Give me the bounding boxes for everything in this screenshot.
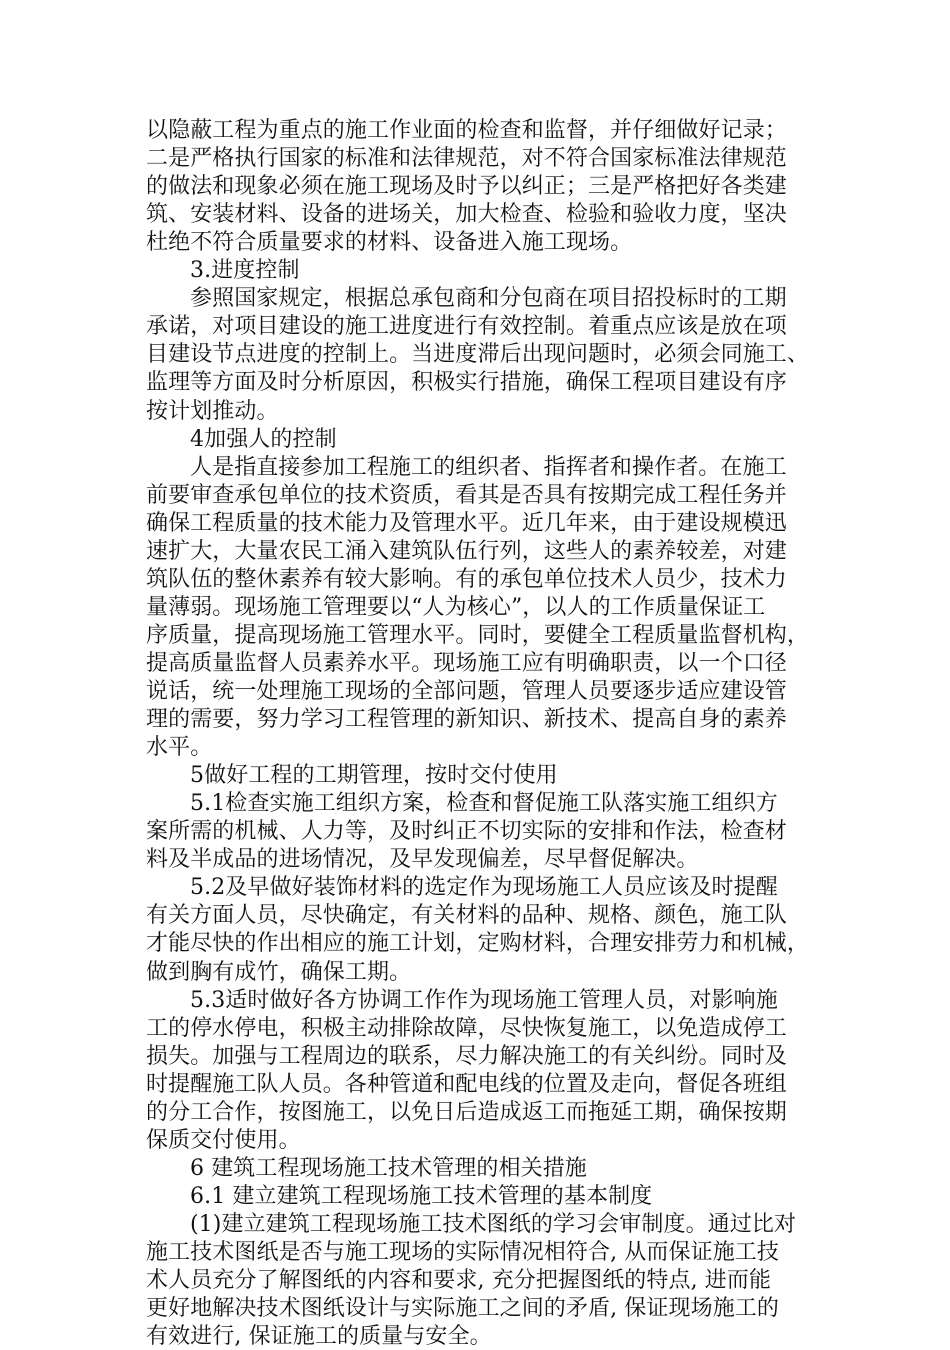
text-line: 的分工合作，按图施工，以免日后造成返工而拖延工期，确保按期 <box>146 1100 787 1125</box>
text-line: 6.1 建立建筑工程现场施工技术管理的基本制度 <box>190 1184 653 1209</box>
text-line: 二是严格执行国家的标准和法律规范，对不符合国家标准法律规范 <box>146 146 787 171</box>
text-line: 有效进行, 保证施工的质量与安全。 <box>146 1324 492 1349</box>
text-line: 目建设节点进度的控制上。当进度滞后出现问题时，必须会同施工、 <box>146 342 810 367</box>
text-line: 参照国家规定，根据总承包商和分包商在项目招投标时的工期 <box>190 286 787 311</box>
text-line: 6 建筑工程现场施工技术管理的相关措施 <box>190 1156 587 1181</box>
text-line: 工的停水停电，积极主动排除故障，尽快恢复施工，以免造成停工 <box>146 1016 787 1041</box>
text-line: 提高质量监督人员素养水平。现场施工应有明确职责，以一个口径 <box>146 651 787 676</box>
text-line: 5.1检查实施工组织方案，检查和督促施工队落实施工组织方 <box>190 791 778 816</box>
text-line: 有关方面人员，尽快确定，有关材料的品种、规格、颜色，施工队 <box>146 903 787 928</box>
text-line: 案所需的机械、人力等，及时纠正不切实际的安排和作法，检查材 <box>146 819 787 844</box>
text-line: 按计划推动。 <box>146 399 279 424</box>
text-line: 速扩大，大量农民工涌入建筑队伍行列，这些人的素养较差，对建 <box>146 539 787 564</box>
text-line: 监理等方面及时分析原因，积极实行措施，确保工程项目建设有序 <box>146 370 787 395</box>
text-line: 确保工程质量的技术能力及管理水平。近几年来，由于建设规模迅 <box>146 511 787 536</box>
text-line: 杜绝不符合质量要求的材料、设备进入施工现场。 <box>146 230 633 255</box>
text-line: 时提醒施工队人员。各种管道和配电线的位置及走向，督促各班组 <box>146 1072 787 1097</box>
text-line: (1)建立建筑工程现场施工技术图纸的学习会审制度。通过比对 <box>190 1212 797 1237</box>
text-line: 前要审查承包单位的技术资质，看其是否具有按期完成工程任务并 <box>146 483 787 508</box>
text-line: 料及半成品的进场情况，及早发现偏差，尽早督促解决。 <box>146 847 699 872</box>
text-line: 的做法和现象必须在施工现场及时予以纠正；三是严格把好各类建 <box>146 174 787 199</box>
text-line: 更好地解决技术图纸设计与实际施工之间的矛盾, 保证现场施工的 <box>146 1296 779 1321</box>
text-line: 损失。加强与工程周边的联系，尽力解决施工的有关纠纷。同时及 <box>146 1044 787 1069</box>
text-line: 说话，统一处理施工现场的全部问题，管理人员要逐步适应建设管 <box>146 679 787 704</box>
text-line: 术人员充分了解图纸的内容和要求, 充分把握图纸的特点, 进而能 <box>146 1268 772 1293</box>
text-line: 做到胸有成竹，确保工期。 <box>146 960 412 985</box>
text-line: 5.3适时做好各方协调工作作为现场施工管理人员，对影响施 <box>190 988 778 1013</box>
text-line: 施工技术图纸是否与施工现场的实际情况相符合, 从而保证施工技 <box>146 1240 779 1265</box>
text-line: 筑、安装材料、设备的进场关，加大检查、检验和验收力度，坚决 <box>146 202 787 227</box>
text-line: 以隐蔽工程为重点的施工作业面的检查和监督，并仔细做好记录； <box>146 118 787 143</box>
text-line: 序质量，提高现场施工管理水平。同时，要健全工程质量监督机构， <box>146 623 810 648</box>
text-line: 理的需要，努力学习工程管理的新知识、新技术、提高自身的素养 <box>146 707 787 732</box>
text-line: 人是指直接参加工程施工的组织者、指挥者和操作者。在施工 <box>190 455 787 480</box>
text-line: 水平。 <box>146 735 213 760</box>
text-line: 5做好工程的工期管理，按时交付使用 <box>190 763 558 788</box>
text-line: 5.2及早做好装饰材料的选定作为现场施工人员应该及时提醒 <box>190 875 778 900</box>
text-line: 保质交付使用。 <box>146 1128 301 1153</box>
text-line: 量薄弱。现场施工管理要以“人为核心”，以人的工作质量保证工 <box>146 595 766 620</box>
text-line: 3.进度控制 <box>190 258 300 283</box>
text-line: 4加强人的控制 <box>190 427 337 452</box>
text-line: 才能尽快的作出相应的施工计划，定购材料，合理安排劳力和机械， <box>146 931 810 956</box>
text-line: 筑队伍的整休素养有较大影响。有的承包单位技术人员少，技术力 <box>146 567 787 592</box>
text-line: 承诺，对项目建设的施工进度进行有效控制。着重点应该是放在项 <box>146 314 787 339</box>
